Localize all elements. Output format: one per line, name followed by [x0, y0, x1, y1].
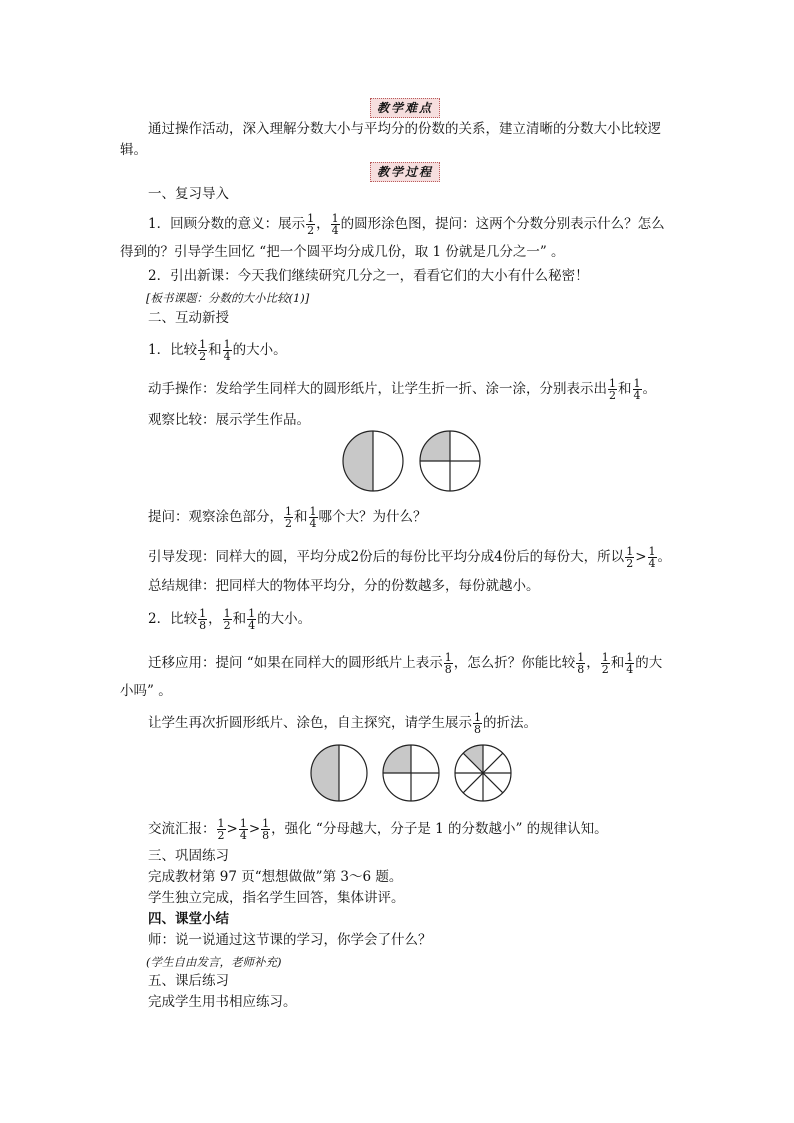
circle-half-shaded-2: [310, 744, 368, 802]
compare-question-1: 1．比较 $\frac{1}{2}$ 和 $\frac{1}{4}$ 的大小。: [148, 338, 287, 363]
heading-difficulty: 教学难点: [370, 98, 440, 118]
summary-rule: 总结规律：把同样大的物体平均分，分的份数越多，每份就越小。: [148, 578, 540, 594]
section-title-practice: 三、巩固练习: [148, 848, 229, 864]
section-title-review: 一、复习导入: [148, 186, 229, 202]
fraction-one-half: $\frac{1}{2}$: [307, 212, 315, 237]
review-point-1-cont: 得到的？引导学生回忆 “把一个圆平均分成几份，取 1 份就是几分之一” 。: [120, 244, 565, 260]
fraction-one-quarter: $\frac{1}{4}$: [331, 212, 339, 237]
difficulty-text: 通过操作活动，深入理解分数大小与平均分的份数的关系，建立清晰的分数大小比较逻: [148, 121, 661, 137]
summary-line-1: 师：说一说通过这节课的学习，你学会了什么？: [148, 932, 432, 948]
heading-process: 教学过程: [370, 162, 440, 182]
difficulty-text-cont: 辑。: [120, 142, 147, 158]
board-title: [板书课题：分数的大小比较(1)]: [146, 291, 310, 305]
section-title-interactive: 二、互动新授: [148, 310, 229, 326]
summary-line-2: (学生自由发言，老师补充): [146, 955, 282, 969]
circle-half-shaded: [342, 430, 404, 492]
circle-quarter-shaded: [419, 430, 481, 492]
question-which-bigger: 提问：观察涂色部分， $\frac{1}{2}$ 和 $\frac{1}{4}$ 哪个大？为什么？: [148, 505, 427, 530]
section-title-homework: 五、课后练习: [148, 973, 229, 989]
review-point-2: 2．引出新课：今天我们继续研究几分之一，看看它们的大小有什么秘密！: [148, 268, 589, 284]
practice-line-2: 学生独立完成，指名学生回答，集体讲评。: [148, 890, 405, 906]
transfer-application-cont: 小吗” 。: [120, 683, 172, 699]
circle-quarter-shaded-2: [382, 744, 440, 802]
review-point-1: 1．回顾分数的意义：展示 $\frac{1}{2}$ ， $\frac{1}{4}$ 的圆形涂色图，提问：这两个分数分别表示什么？怎么: [148, 212, 665, 237]
observe-compare: 观察比较：展示学生作品。: [148, 412, 310, 428]
transfer-application: 迁移应用：提问 “如果在同样大的圆形纸片上表示 $\frac{1}{8}$ ，怎么折？你能比较 $\frac{1}{8}$ ， $\frac{1}{2}$ 和 $\frac{1}{4}$ 的大: [148, 651, 663, 676]
section-title-summary: 四、课堂小结: [148, 911, 229, 927]
explore-again: 让学生再次折圆形纸片、涂色，自主探究，请学生展示 $\frac{1}{8}$ 的折法。: [148, 711, 537, 736]
hands-on-operation: 动手操作：发给学生同样大的圆形纸片，让学生折一折、涂一涂，分别表示出 $\frac{1}{2}$ 和 $\frac{1}{4}$ 。: [148, 377, 656, 402]
practice-line-1: 完成教材第 97 页“想想做做”第 3～6 题。: [148, 869, 403, 885]
homework-line-1: 完成学生用书相应练习。: [148, 994, 297, 1010]
compare-question-2: 2．比较 $\frac{1}{8}$ ， $\frac{1}{2}$ 和 $\frac{1}{4}$ 的大小。: [148, 607, 312, 632]
report-exchange: 交流汇报： $\frac{1}{2}$ > $\frac{1}{4}$ > $\frac{1}{8}$ ，强化 “分母越大，分子是 1 的分数越小” 的规律认知。: [148, 817, 608, 842]
guide-discovery: 引导发现：同样大的圆，平均分成2份后的每份比平均分成4份后的每份大，所以 $\frac{1}{2}$ > $\frac{1}{4}$ 。: [148, 545, 671, 570]
circle-eighth-shaded: [454, 744, 512, 802]
